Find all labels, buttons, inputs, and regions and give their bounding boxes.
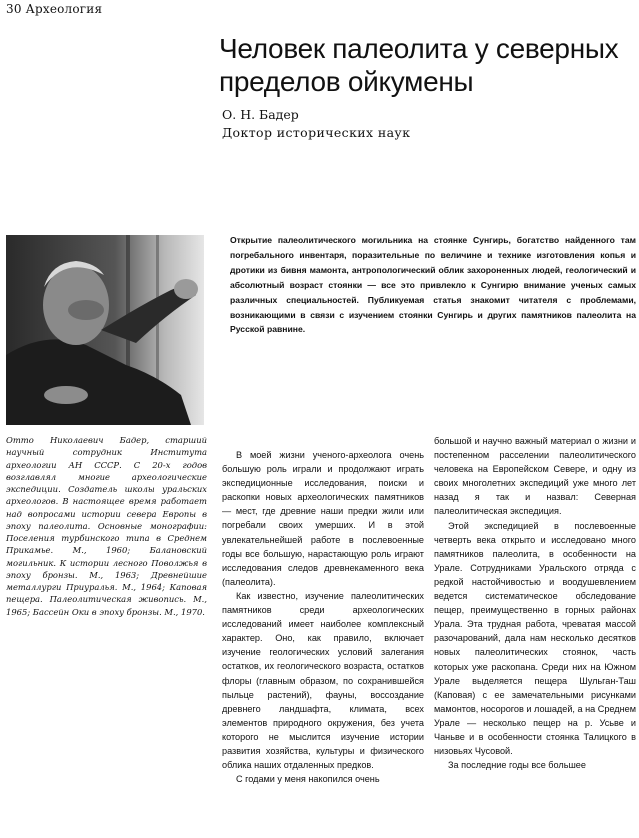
body-column-middle — [222, 448, 424, 786]
paragraph: Этой экспедицией в послевоенные четверть века открыто и исследовано много памятников палеолита, в особенности на Урале. Сотрудниками Уральского отряда с редкой настойчивостью и воодушевлением ведется систематическое обследование пещер, преимущественно в горных районах Урала. Эта трудная работа, чреватая массой разочарований, дала нам несколько десятков новых палеолитических стоянок, часть которых уже раскопана. Среди них на Южном Урале выделяется пещера Шульган-Таш (Каповая) с ее замечательными рисунками мамонтов, носорогов и лошадей, а на Среднем Урале — несколько пещер на р. Усьве и Чаньве и в особенности стоянка Талицкого в низовьях Чусовой. — [434, 520, 637, 757]
body-column-right — [434, 434, 636, 772]
paragraph: С годами у меня накопился очень — [236, 774, 380, 785]
author-portrait-photo — [6, 235, 204, 425]
paragraph: большой и научно важный материал о жизни и постепенном расселении палеолитического человека на Европейском Севере, и одну из своих многолетних экспедиций уже много лет назад я так и назвал: Северная палеолитическая экспедиция. — [434, 436, 636, 517]
author-name: О. Н. Бадер — [222, 107, 299, 122]
paragraph: За последние годы все большее — [448, 760, 586, 771]
paragraph: В моей жизни ученого-археолога очень большую роль играли и продолжают играть экспедиционные исследования, поиски и раскопки новых археологических памятников — мест, где древние наши предки жили или погребали своих умерших. И в этой увлекательнейшей работе в послевоенные годы все большую, нарастающую роль играют исследования следов древнекаменного века (палеолита). — [222, 450, 424, 587]
article-lead: Открытие палеолитического могильника на стоянке Сунгирь, богатство найденного там погребального инвентаря, поразительные по величине и технике изготовления копья и дротики из бивня мамонта, антропологический облик захороненных людей, геологический и абсолютный возраст стоянки — все это привлекло к Сунгирю внимание ученых самых различных специальностей. Публикуемая статья знакомит читателя с проблемами, возникающими в связи с изучением стоянки Сунгирь и других памятников палеолита на Русской равнине. — [230, 235, 636, 335]
article-title: Человек палеолита у северных пределов ойкумены — [219, 33, 619, 97]
portrait-image — [6, 235, 204, 425]
paragraph: Как известно, изучение палеолитических памятников среди археологических исследований имеет наиболее комплексный характер. Оно, как правило, включает изучение геологических условий залегания остатков, их геологического возраста, остатков флоры (главным образом, по сохранившейся пыльце растений), фауны, воссоздание древнего ландшафта, климата, всех элементов природного окружения, без учета которого не мыслится изучение истории развития хозяйства, культуры и физического облика наших отдаленных предков. — [222, 590, 424, 771]
running-head: 30 Археология — [6, 2, 103, 16]
author-degree: Доктор исторических наук — [222, 125, 411, 140]
author-bio-caption: Отто Николаевич Бадер, старший научный сотрудник Института археологии АН СССР. С 20-х годов возглавлял многие археологические экспедиции. Создатель школы уральских археологов. В настоящее время работает над вопросами истории севера Европы в эпоху палеолита. Основные монографии: Поселения турбинского типа в Среднем Прикамье. М., 1960; Балановский могильник. К истории лесного Поволжья в эпоху бронзы. М., 1963; Древнейшие металлурги Приуралья. М., 1964; Каповая пещера. Палеолитическая живопись. М., 1965; Бассейн Оки в эпоху бронзы. М., 1970. — [6, 435, 207, 617]
